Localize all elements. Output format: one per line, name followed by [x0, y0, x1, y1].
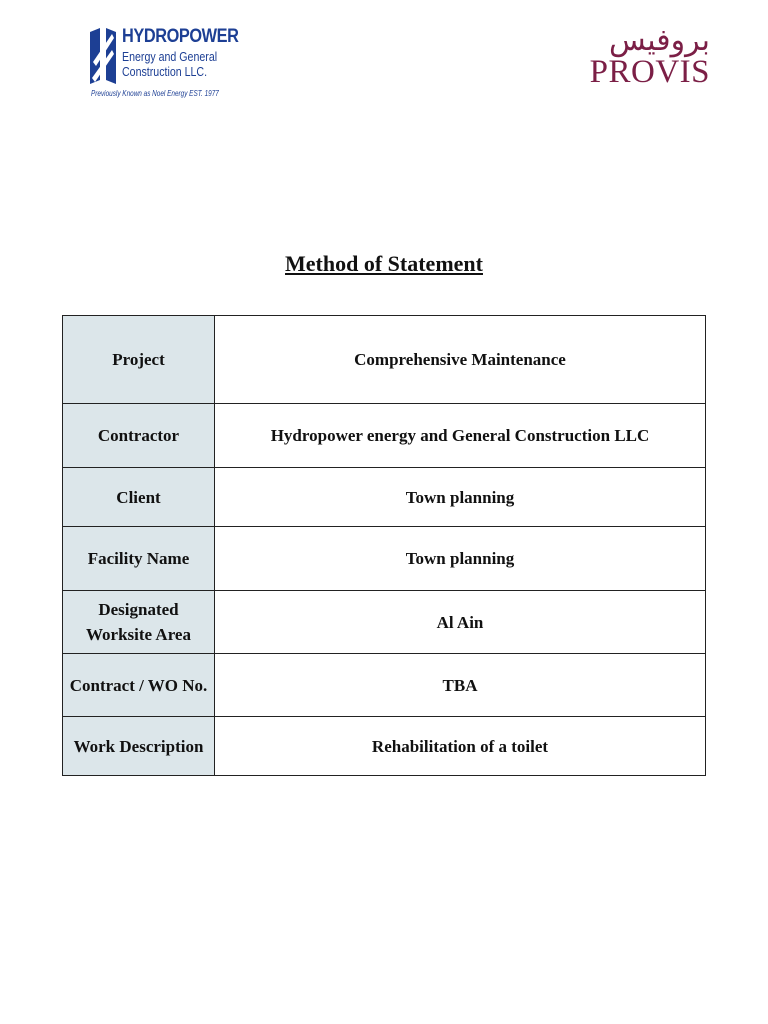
table-row	[63, 404, 706, 468]
row-value: Al Ain	[215, 591, 706, 654]
logo-subtitle-line2: Construction LLC.	[122, 65, 208, 79]
row-label: Contract / WO No.	[63, 654, 215, 717]
provis-logo	[556, 24, 716, 94]
row-value: TBA	[215, 654, 706, 717]
row-value: Town planning	[215, 527, 706, 591]
row-label: Project	[63, 316, 215, 404]
row-value: Rehabilitation of a toilet	[215, 717, 706, 776]
row-value: Comprehensive Maintenance	[215, 316, 706, 404]
logo-title: HYDROPOWER	[122, 26, 239, 47]
table-row	[63, 654, 706, 717]
row-label: Work Description	[63, 717, 215, 776]
table-row	[63, 717, 706, 776]
row-label: Facility Name	[63, 527, 215, 591]
table-row	[63, 527, 706, 591]
row-value: Hydropower energy and General Construction LLC	[215, 404, 706, 468]
table-row	[63, 316, 706, 404]
logo-subtitle	[122, 50, 217, 80]
row-label: Contractor	[63, 404, 215, 468]
provis-logo-arabic: بروفيس	[608, 23, 710, 58]
table-row	[63, 468, 706, 527]
row-label: Client	[63, 468, 215, 527]
row-label: Designated Worksite Area	[63, 591, 215, 654]
table-row	[63, 591, 706, 654]
hydropower-logo	[88, 26, 239, 102]
hydropower-logo-mark-icon	[88, 28, 118, 84]
logo-tagline: Previously Known as Noel Energy EST. 1977	[91, 89, 219, 98]
row-value: Town planning	[215, 468, 706, 527]
logo-subtitle-line1: Energy and General	[122, 50, 218, 64]
provis-logo-latin: PROVIS	[589, 54, 710, 90]
page-title: Method of Statement	[285, 251, 483, 276]
project-info-table	[62, 315, 706, 776]
